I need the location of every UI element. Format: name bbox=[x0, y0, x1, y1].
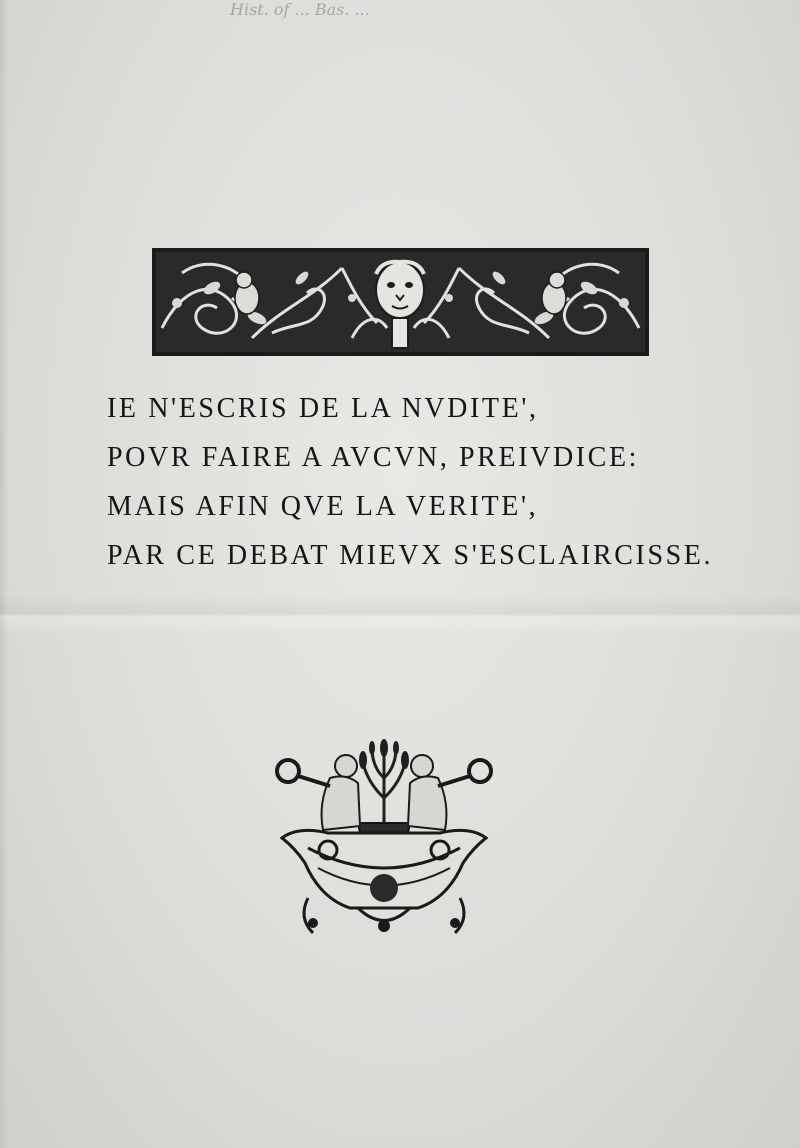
verse-line-2: POVR FAIRE A AVCVN, PREIVDICE: bbox=[107, 442, 640, 473]
verse-line-3: MAIS AFIN QVE LA VERITE', bbox=[107, 491, 539, 522]
woodcut-headpiece bbox=[152, 248, 649, 356]
verse-line-4: PAR CE DEBAT MIEVX S'ESCLAIRCISSE. bbox=[107, 540, 714, 571]
verse-line-1: IE N'ESCRIS DE LA NVDITE', bbox=[107, 393, 539, 424]
faint-handwritten-note: Hist. of ... Bas. ... bbox=[230, 0, 370, 19]
page-edge bbox=[0, 0, 8, 1148]
printers-device-ornament bbox=[268, 738, 500, 938]
paper-fold bbox=[0, 595, 800, 635]
verse-block bbox=[107, 384, 727, 580]
